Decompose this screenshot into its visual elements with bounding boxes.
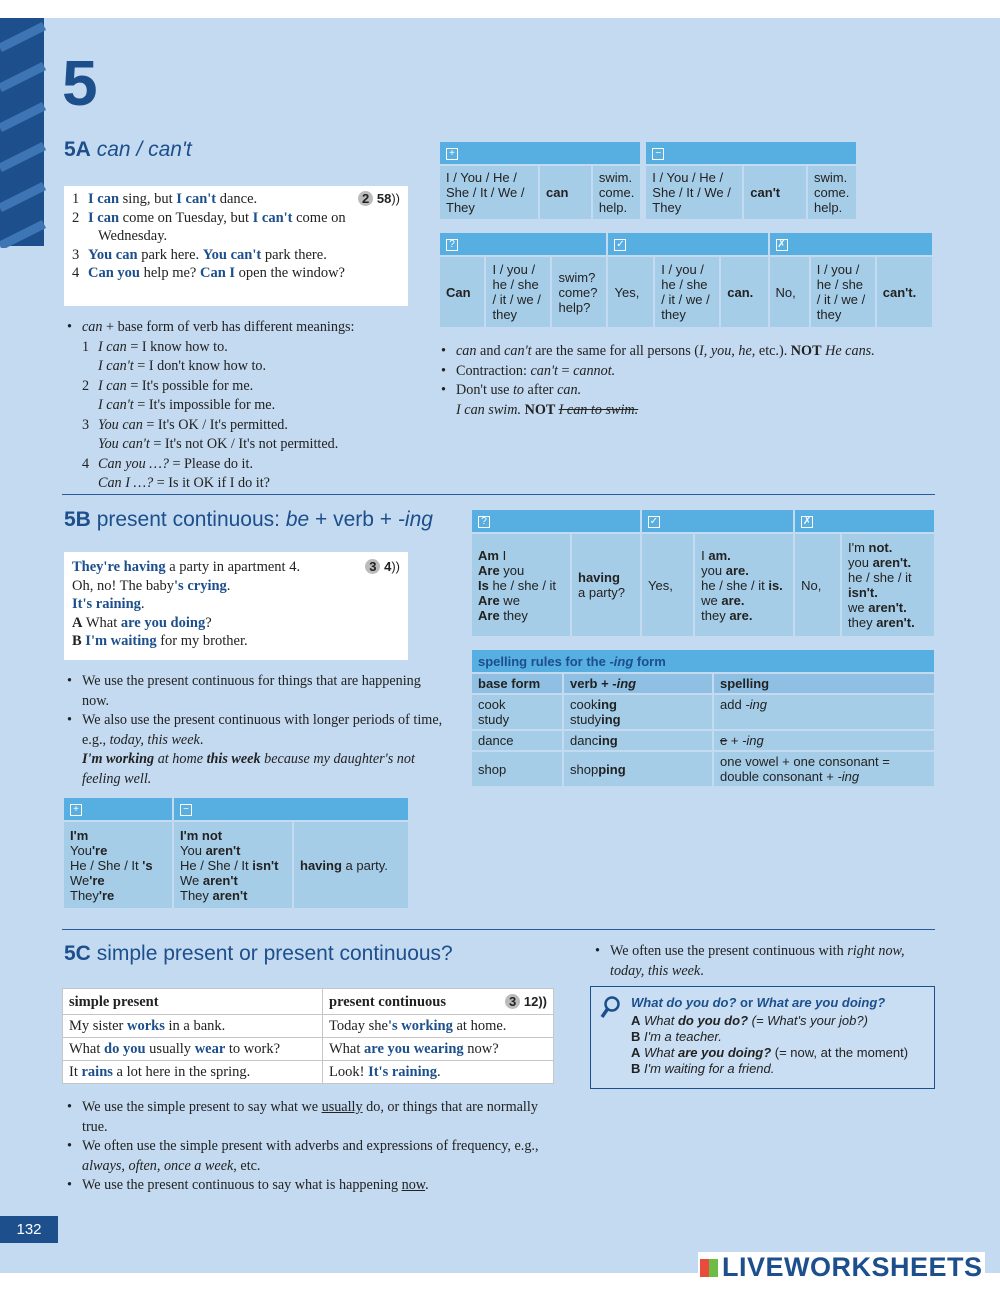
text-line: Are we — [478, 592, 520, 608]
text-line: having a party. — [300, 857, 388, 873]
text-line: one vowel + one consonant = — [720, 754, 890, 769]
dialogue-line: B I'm waiting for a friend. — [631, 1061, 775, 1076]
text-line: studying — [570, 712, 621, 727]
divider — [62, 494, 935, 495]
text-line: cooking — [570, 697, 617, 712]
note-item: • We use the present continuous for things that are happening now. — [64, 672, 444, 711]
text-line: We're — [70, 872, 105, 888]
present-continuous-pos-neg-table: + − I'm You're He / She / It 's We're They're I'm not You aren't He / She / It isn't We aren't They aren't having a party. — [62, 796, 410, 910]
section-5b-heading: 5B present continuous: be + verb + -ing — [64, 508, 433, 531]
dialogue-line: A What are you doing? (= now, at the moment) — [631, 1045, 909, 1060]
text-line: having — [578, 570, 620, 585]
note-item: • Don't use to after can. — [438, 381, 938, 401]
text-line: you aren't. — [848, 555, 912, 570]
example-sentences — [72, 558, 408, 651]
text-line: dancing — [570, 733, 618, 748]
example-line: A What are you doing? — [72, 614, 212, 631]
logo-icon — [700, 1259, 718, 1277]
text-line: double consonant + -ing — [720, 769, 860, 784]
example-line: 1 I can sing, but I can't dance. — [72, 191, 258, 207]
simple-vs-continuous-table: simple present present continuous 3 12)) My sister works in a bank. Today she's working at home. What do you usually wear to work? What are you wearing now? It rains a lot here in the spring. Look! It's raining. — [62, 988, 554, 1084]
liveworksheets-logo: LIVEWORKSHEETS — [698, 1252, 985, 1283]
meaning-item: 3 You can = It's OK / It's permitted. You can't = It's not OK / It's not permitted. — [82, 416, 339, 452]
text-line: Is he / she / it — [478, 577, 557, 593]
dialogue-line: B I'm a teacher. — [631, 1029, 722, 1044]
example-line: B I'm waiting for my brother. — [72, 633, 248, 649]
can-questions-table: ? ✓ ✗ Can I / you / he / she / it / we / they swim? come? help? Yes, I / you / he / she / it / we / they can. No, I / you / he / she / it / we / they can't. — [438, 231, 934, 329]
dialogue-line: A What do you do? (= What's your job?) — [631, 1013, 868, 1028]
meaning-intro: • can + base form of verb has different meanings: — [82, 319, 355, 335]
note-item: • We use the present continuous to say what is happening now. — [64, 1176, 544, 1196]
text-line: He / She / It isn't — [180, 857, 279, 873]
text-line: Are they — [478, 607, 528, 623]
text-line: Are you — [478, 562, 525, 578]
example-line: 3 You can park here. You can't park there. — [72, 246, 327, 263]
text-line: You aren't — [180, 842, 241, 858]
table-row: It rains a lot here in the spring. Look! It's raining. — [63, 1061, 554, 1084]
page-number: 132 — [0, 1216, 58, 1243]
audio-icon: )) — [391, 191, 400, 206]
text-line: you are. — [701, 562, 749, 578]
audio-badge[interactable]: 2 58)) — [358, 190, 400, 209]
text-line: Am I — [478, 547, 507, 563]
example-line: Oh, no! The baby's crying. — [72, 577, 231, 594]
text-line: You're — [70, 842, 108, 858]
question-tip-box — [590, 986, 935, 1089]
text-line: he / she / it is. — [701, 577, 783, 593]
can-affirmative-negative-table: + − I / You / He / She / It / We / They can swim. come. help. I / You / He / She / It / We / They can't swim. come. help. — [438, 140, 858, 221]
text-line: We aren't — [180, 872, 238, 888]
tip-lines — [631, 1013, 926, 1077]
audio-icon: )) — [538, 993, 547, 1009]
text-line: I am. — [701, 547, 731, 563]
text-line: He / She / It 's — [70, 857, 153, 873]
note-item: • We often use the simple present with adverbs and expressions of frequency, e.g., always, often, once a week, etc. — [64, 1137, 544, 1176]
decorative-stripes — [0, 18, 48, 248]
example-box-5b — [64, 552, 408, 660]
text-line: I'm not — [180, 827, 223, 843]
text-line: we are. — [701, 592, 745, 608]
text-line: I'm not. — [848, 540, 893, 555]
text-line: he / she / it isn't. — [848, 570, 912, 600]
meaning-item: 4 Can you …? = Please do it. Can I …? = Is it OK if I do it? — [82, 455, 270, 491]
text-line: I'm — [70, 827, 89, 843]
right-note — [592, 942, 932, 981]
table-row: dance dancing e + -ing — [471, 730, 935, 751]
note-item: • We also use the present continuous with longer periods of time, e.g., today, this week. — [64, 711, 444, 750]
example-line: Wednesday. — [98, 228, 168, 244]
note-item: • We often use the present continuous with right now, today, this week. — [592, 942, 932, 981]
table-row: What do you usually wear to work? What are you wearing now? — [63, 1038, 554, 1061]
can-meanings — [64, 318, 424, 494]
text-line: shopping — [570, 761, 626, 777]
note-item: • We use the simple present to say what we usually do, or things that are normally true. — [64, 1098, 544, 1137]
can-notes: • can and can't are the same for all persons (I, you, he, etc.). NOT He cans. • Contraction: can't = cannot. • Don't use to after can. I can swim. NOT I can to swim. — [438, 342, 938, 420]
section-5a-heading: 5A can / can't — [64, 138, 192, 161]
example-line: 4 Can you help me? Can I open the window? — [72, 265, 345, 281]
magnifier-icon — [599, 995, 623, 1021]
table-row: My sister works in a bank. Today she's working at home. — [63, 1015, 554, 1038]
text-line: They're — [70, 887, 115, 903]
example-box-5a — [64, 186, 408, 306]
tip-title: What do you do? or What are you doing? — [631, 995, 886, 1010]
text-line: they aren't. — [848, 615, 915, 630]
section-5c-heading: 5C simple present or present continuous? — [64, 942, 453, 965]
unit-number: 5 — [62, 47, 98, 119]
text-line: they are. — [701, 607, 753, 623]
example-line: They're having a party in apartment 4. — [72, 559, 301, 575]
text-line: e + -ing — [720, 733, 764, 748]
example-line: It's raining. — [72, 596, 145, 612]
table-row: shop shopping one vowel + one consonant = double consonant + -ing — [471, 751, 935, 787]
text-line: we aren't. — [848, 600, 907, 615]
note-item: • can and can't are the same for all persons (I, you, he, etc.). NOT He cans. — [438, 342, 938, 362]
audio-icon: )) — [391, 559, 400, 574]
meaning-item: 2 I can = It's possible for me. I can't = It's impossible for me. — [82, 377, 276, 413]
text-line: a party? — [578, 585, 625, 600]
note-item: • Contraction: can't = cannot. — [438, 362, 938, 382]
meaning-item: 1 I can = I know how to. I can't = I don't know how to. — [82, 338, 267, 374]
text-line: add -ing — [720, 697, 767, 712]
simple-present-notes — [64, 1098, 544, 1196]
table-row: cook study cooking studying add -ing — [471, 694, 935, 730]
example-line: 2 I can come on Tuesday, but I can't come on — [72, 209, 346, 226]
audio-badge[interactable]: 3 12)) — [505, 994, 547, 1010]
divider — [62, 929, 935, 930]
present-continuous-notes: • We use the present continuous for things that are happening now. • We also use the present continuous with longer periods of time, e.g., today, this week. I'm working at home this week because my daughter's not feeling well. — [64, 672, 444, 789]
spelling-rules-table: spelling rules for the -ing form base form verb + -ing spelling cook study cooking studying add -ing dance dancing e + -ing shop shopping one vowel + one consonant = double consonant + -ing — [470, 648, 936, 788]
present-continuous-questions-table: ? ✓ ✗ Am I Are you Is he / she / it Are we Are they having a party? Yes, I am. you are. he / she / it is. we are. they are. No, I'm not. you aren't. he / she / it isn't. we aren't. they aren't. — [470, 508, 936, 638]
text-line: They aren't — [180, 887, 248, 903]
grammar-page — [0, 18, 1000, 1273]
audio-badge[interactable]: 3 4)) — [365, 558, 400, 577]
